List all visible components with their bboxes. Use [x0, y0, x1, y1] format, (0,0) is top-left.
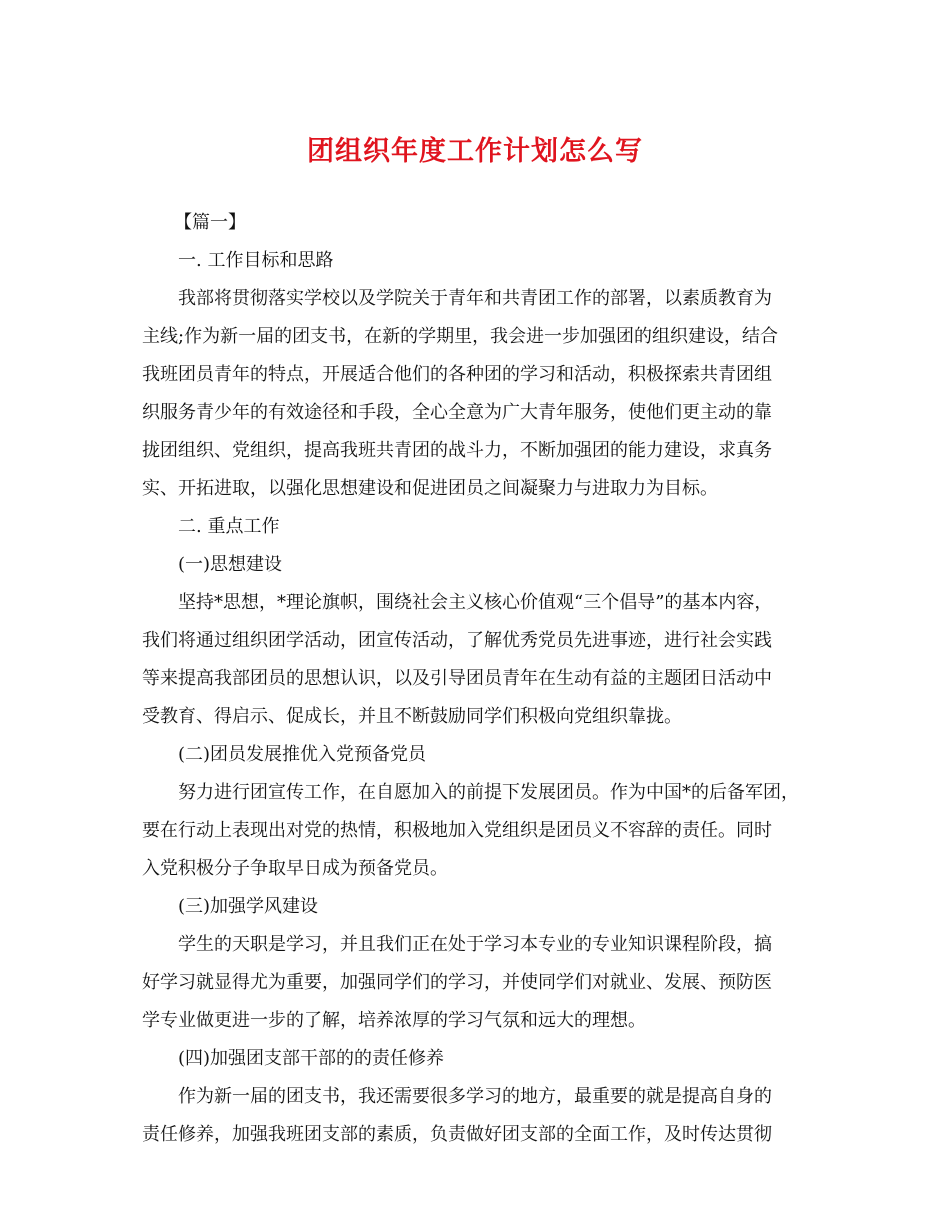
- text-line: (一)思想建设: [178, 554, 283, 575]
- text-line: 学生的天职是学习，并且我们正在处于学习本专业的专业知识课程阶段，搞: [178, 934, 772, 955]
- text-line: (四)加强团支部干部的的责任修养: [178, 1048, 445, 1069]
- text-line: 我们将通过组织团学活动，团宣传活动，了解优秀党员先进事迹，进行社会实践: [142, 630, 772, 651]
- text-line: 主线;作为新一届的团支书，在新的学期里，我会进一步加强团的组织建设，结合: [142, 326, 779, 347]
- text-line: 拢团组织、党组织，提高我班共青团的战斗力，不断加强团的能力建设，求真务: [142, 440, 772, 461]
- text-line: 我班团员青年的特点，开展适合他们的各种团的学习和活动，积极探索共青团组: [142, 364, 772, 385]
- text-line: 责任修养，加强我班团支部的素质，负责做好团支部的全面工作，及时传达贯彻: [142, 1124, 772, 1145]
- text-line: 实、开拓进取，以强化思想建设和促进团员之间凝聚力与进取力为目标。: [142, 478, 718, 499]
- document-body: [142, 204, 802, 1154]
- text-line: 我部将贯彻落实学校以及学院关于青年和共青团工作的部署，以素质教育为: [178, 288, 772, 309]
- text-line: 等来提高我部团员的思想认识，以及引导团员青年在生动有益的主题团日活动中: [142, 668, 772, 689]
- text-line: 努力进行团宣传工作，在自愿加入的前提下发展团员。作为中国*的后备军团，: [178, 782, 799, 803]
- text-line: (二)团员发展推优入党预备党员: [178, 744, 427, 765]
- text-line: (三)加强学风建设: [178, 896, 319, 917]
- text-line: 坚持*思想，*理论旗帜，围绕社会主义核心价值观“三个倡导”的基本内容，: [178, 592, 773, 613]
- text-line: 要在行动上表现出对党的热情，积极地加入党组织是团员义不容辞的责任。同时: [142, 820, 772, 841]
- text-line: 作为新一届的团支书，我还需要很多学习的地方，最重要的就是提高自身的: [178, 1086, 772, 1107]
- text-line: 一. 工作目标和思路: [178, 250, 334, 271]
- text-line: 二. 重点工作: [178, 516, 280, 537]
- text-line: 织服务青少年的有效途径和手段，全心全意为广大青年服务，使他们更主动的靠: [142, 402, 772, 423]
- text-line: 好学习就显得尤为重要，加强同学们的学习，并使同学们对就业、发展、预防医: [142, 972, 772, 993]
- text-line: 【篇一】: [174, 212, 246, 233]
- text-line: 学专业做更进一步的了解，培养浓厚的学习气氛和远大的理想。: [142, 1010, 646, 1031]
- document-title: 团组织年度工作计划怎么写: [307, 136, 643, 167]
- text-line: 受教育、得启示、促成长，并且不断鼓励同学们积极向党组织靠拢。: [142, 706, 682, 727]
- text-line: 入党积极分子争取早日成为预备党员。: [142, 858, 448, 879]
